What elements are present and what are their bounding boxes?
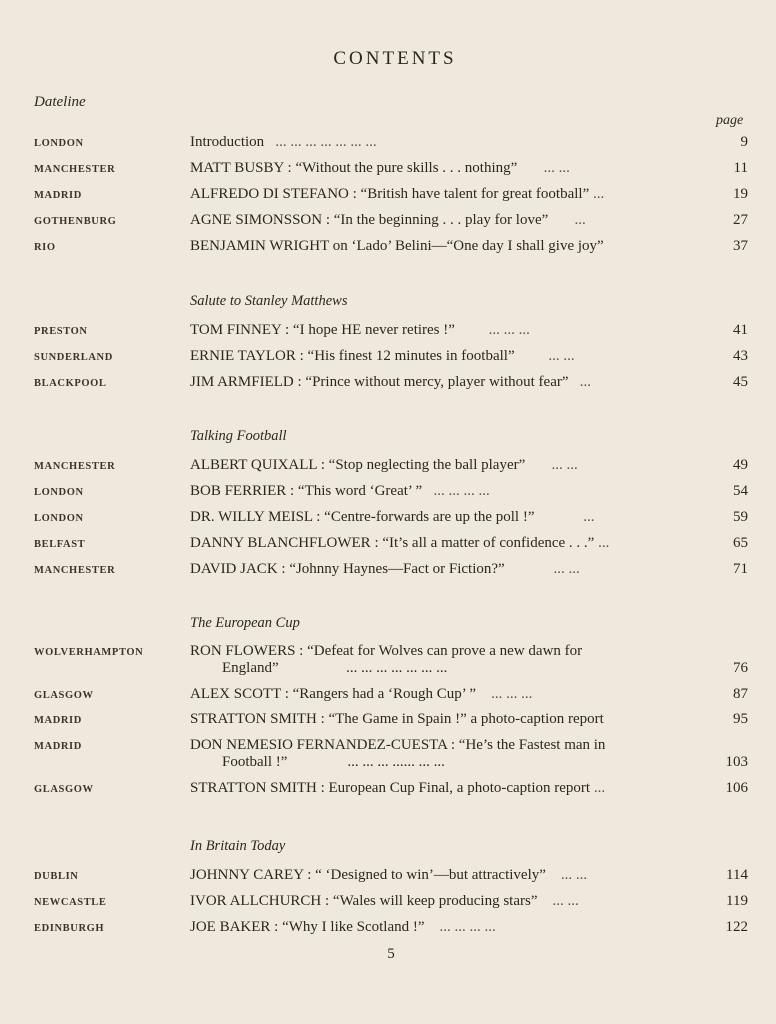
dateline-city: WOLVERHAMPTON <box>34 647 144 658</box>
dateline-city: GOTHENBURG <box>34 216 117 227</box>
section-heading: In Britain Today <box>190 838 286 854</box>
dateline-city: LONDON <box>34 513 84 524</box>
entry-title <box>190 212 702 229</box>
dateline-city: BLACKPOOL <box>34 378 107 389</box>
page-number: 54 <box>733 483 748 499</box>
entry-text: DR. WILLY MEISL : “Centre-forwards are up the poll !” <box>190 509 535 525</box>
dot-leader: ... <box>583 509 595 525</box>
dot-leader: ... ... ... <box>488 322 530 338</box>
page-number: 103 <box>725 754 748 770</box>
toc-row <box>0 893 776 915</box>
dot-leader: ... <box>579 374 592 390</box>
page-number: 19 <box>733 186 748 202</box>
toc-row <box>0 212 776 234</box>
entry-text: STRATTON SMITH : European Cup Final, a photo-caption report <box>190 780 591 796</box>
entry-text: JIM ARMFIELD : “Prince without mercy, player without fear” <box>190 374 569 390</box>
dateline-city: MANCHESTER <box>34 565 116 576</box>
page-number: 41 <box>733 322 748 338</box>
page-number: 49 <box>733 457 748 473</box>
page-number: 65 <box>733 535 748 551</box>
page-number: 114 <box>726 867 748 883</box>
toc-row <box>0 737 776 777</box>
entry-text: Introduction <box>190 134 265 150</box>
section-heading: Talking Football <box>190 428 287 444</box>
entry-title <box>190 893 702 910</box>
page-number: 27 <box>733 212 748 228</box>
dateline-city: EDINBURGH <box>34 923 105 934</box>
entry-title-continued <box>222 660 702 677</box>
dateline-city: MANCHESTER <box>34 461 116 472</box>
page-number: 45 <box>733 374 748 390</box>
page-number: 43 <box>733 348 748 364</box>
dateline-city: GLASGOW <box>34 690 94 701</box>
entry-text: JOE BAKER : “Why I like Scotland !” <box>190 919 425 935</box>
page-folio: 5 <box>387 946 395 962</box>
toc-row <box>0 374 776 396</box>
page-number: 11 <box>733 160 748 176</box>
entry-title <box>190 322 702 339</box>
dot-leader: ... ... <box>543 160 570 176</box>
toc-row <box>0 711 776 733</box>
dateline-city: MADRID <box>34 741 82 752</box>
page-number: 71 <box>733 561 748 577</box>
entry-title: DON NEMESIO FERNANDEZ-CUESTA : “He’s the Fastest man in <box>190 737 606 753</box>
section-heading: The European Cup <box>190 615 300 631</box>
entry-text: BENJAMIN WRIGHT on ‘Lado’ Belini—“One day I shall give joy” <box>190 238 604 254</box>
entry-text: IVOR ALLCHURCH : “Wales will keep producing stars” <box>190 893 538 909</box>
entry-text: England” <box>222 660 279 676</box>
entry-text: Football !” <box>222 754 288 770</box>
page-number: 59 <box>733 509 748 525</box>
dot-leader: ... ... ... ...... ... ... <box>347 754 445 770</box>
toc-row <box>0 919 776 941</box>
entry-title <box>190 780 702 797</box>
dot-leader: ... ... <box>551 457 578 473</box>
page-column-heading: page <box>716 113 744 128</box>
page-number: 87 <box>733 686 748 702</box>
entry-title <box>190 919 702 936</box>
entry-title <box>190 348 702 365</box>
section-heading: Salute to Stanley Matthews <box>190 293 348 309</box>
toc-row <box>0 867 776 889</box>
entry-text: TOM FINNEY : “I hope HE never retires !” <box>190 322 455 338</box>
dot-leader: ... <box>592 186 605 202</box>
entry-title: RON FLOWERS : “Defeat for Wolves can prove a new dawn for <box>190 643 583 659</box>
entry-title <box>190 686 702 703</box>
entry-title <box>190 374 702 391</box>
dateline-city: GLASGOW <box>34 784 94 795</box>
entry-text: MATT BUSBY : “Without the pure skills . . . nothing” <box>190 160 518 176</box>
page-number: 122 <box>725 919 748 935</box>
entry-title <box>190 561 702 578</box>
dateline-heading: Dateline <box>34 94 86 110</box>
entry-text: ERNIE TAYLOR : “His finest 12 minutes in football” <box>190 348 515 364</box>
entry-text: DAVID JACK : “Johnny Haynes—Fact or Fiction?” <box>190 561 505 577</box>
dot-leader: ... ... <box>548 348 575 364</box>
dot-leader: ... ... <box>553 561 580 577</box>
toc-row <box>0 457 776 479</box>
entry-text: DANNY BLANCHFLOWER : “It’s all a matter of confidence . . .” <box>190 535 595 551</box>
entry-title: STRATTON SMITH : “The Game in Spain !” a photo-caption report <box>190 711 604 727</box>
entry-title <box>190 535 702 552</box>
entry-title <box>190 160 702 177</box>
entry-text: ALBERT QUIXALL : “Stop neglecting the ball player” <box>190 457 526 473</box>
dateline-city: MADRID <box>34 190 82 201</box>
dateline-city: MANCHESTER <box>34 164 116 175</box>
toc-row <box>0 186 776 208</box>
dateline-city: BELFAST <box>34 539 86 550</box>
dateline-city: LONDON <box>34 487 84 498</box>
page-number: 119 <box>726 893 748 909</box>
entry-text: ALFREDO DI STEFANO : “British have talent for great football” <box>190 186 590 202</box>
dot-leader: ... ... ... <box>491 686 533 702</box>
entry-title <box>190 509 702 526</box>
entry-text: ALEX SCOTT : “Rangers had a ‘Rough Cup’ ” <box>190 686 477 702</box>
dateline-city: MADRID <box>34 715 82 726</box>
toc-row <box>0 509 776 531</box>
entry-title <box>190 457 702 474</box>
entry-text: BOB FERRIER : “This word ‘Great’ ” <box>190 483 423 499</box>
toc-row <box>0 348 776 370</box>
page-title: CONTENTS <box>333 48 457 69</box>
toc-row <box>0 322 776 344</box>
dateline-city: DUBLIN <box>34 871 79 882</box>
dot-leader: ... ... <box>552 893 579 909</box>
dot-leader: ... ... ... ... <box>439 919 496 935</box>
entry-title <box>190 867 702 884</box>
toc-row <box>0 780 776 802</box>
toc-row <box>0 643 776 683</box>
page-number: 106 <box>725 780 748 796</box>
entry-text: JOHNNY CAREY : “ ‘Designed to win’—but attractively” <box>190 867 546 883</box>
page-number: 37 <box>733 238 748 254</box>
dot-leader: ... ... <box>560 867 588 883</box>
toc-row <box>0 483 776 505</box>
dateline-city: NEWCASTLE <box>34 897 107 908</box>
page-number: 76 <box>733 660 748 676</box>
toc-row <box>0 160 776 182</box>
dateline-city: SUNDERLAND <box>34 352 113 363</box>
dateline-city: RIO <box>34 242 56 253</box>
dot-leader: ... <box>598 535 610 551</box>
dot-leader: ... ... ... ... ... ... ... <box>275 134 377 150</box>
toc-row <box>0 238 776 260</box>
entry-title-continued <box>222 754 702 771</box>
dot-leader: ... ... ... ... <box>433 483 490 499</box>
page-number: 9 <box>740 134 748 150</box>
toc-row <box>0 134 776 156</box>
dateline-city: LONDON <box>34 138 84 149</box>
toc-row <box>0 686 776 708</box>
entry-text: AGNE SIMONSSON : “In the beginning . . . play for love” <box>190 212 549 228</box>
page-number: 95 <box>733 711 748 727</box>
entry-title <box>190 483 702 500</box>
dot-leader: ... <box>593 780 606 796</box>
dot-leader: ... <box>574 212 586 228</box>
toc-row <box>0 535 776 557</box>
dateline-city: PRESTON <box>34 326 88 337</box>
entry-title <box>190 134 702 151</box>
entry-title <box>190 238 702 255</box>
toc-row <box>0 561 776 583</box>
dot-leader: ... ... ... ... ... ... ... <box>346 660 448 676</box>
entry-title <box>190 186 702 203</box>
